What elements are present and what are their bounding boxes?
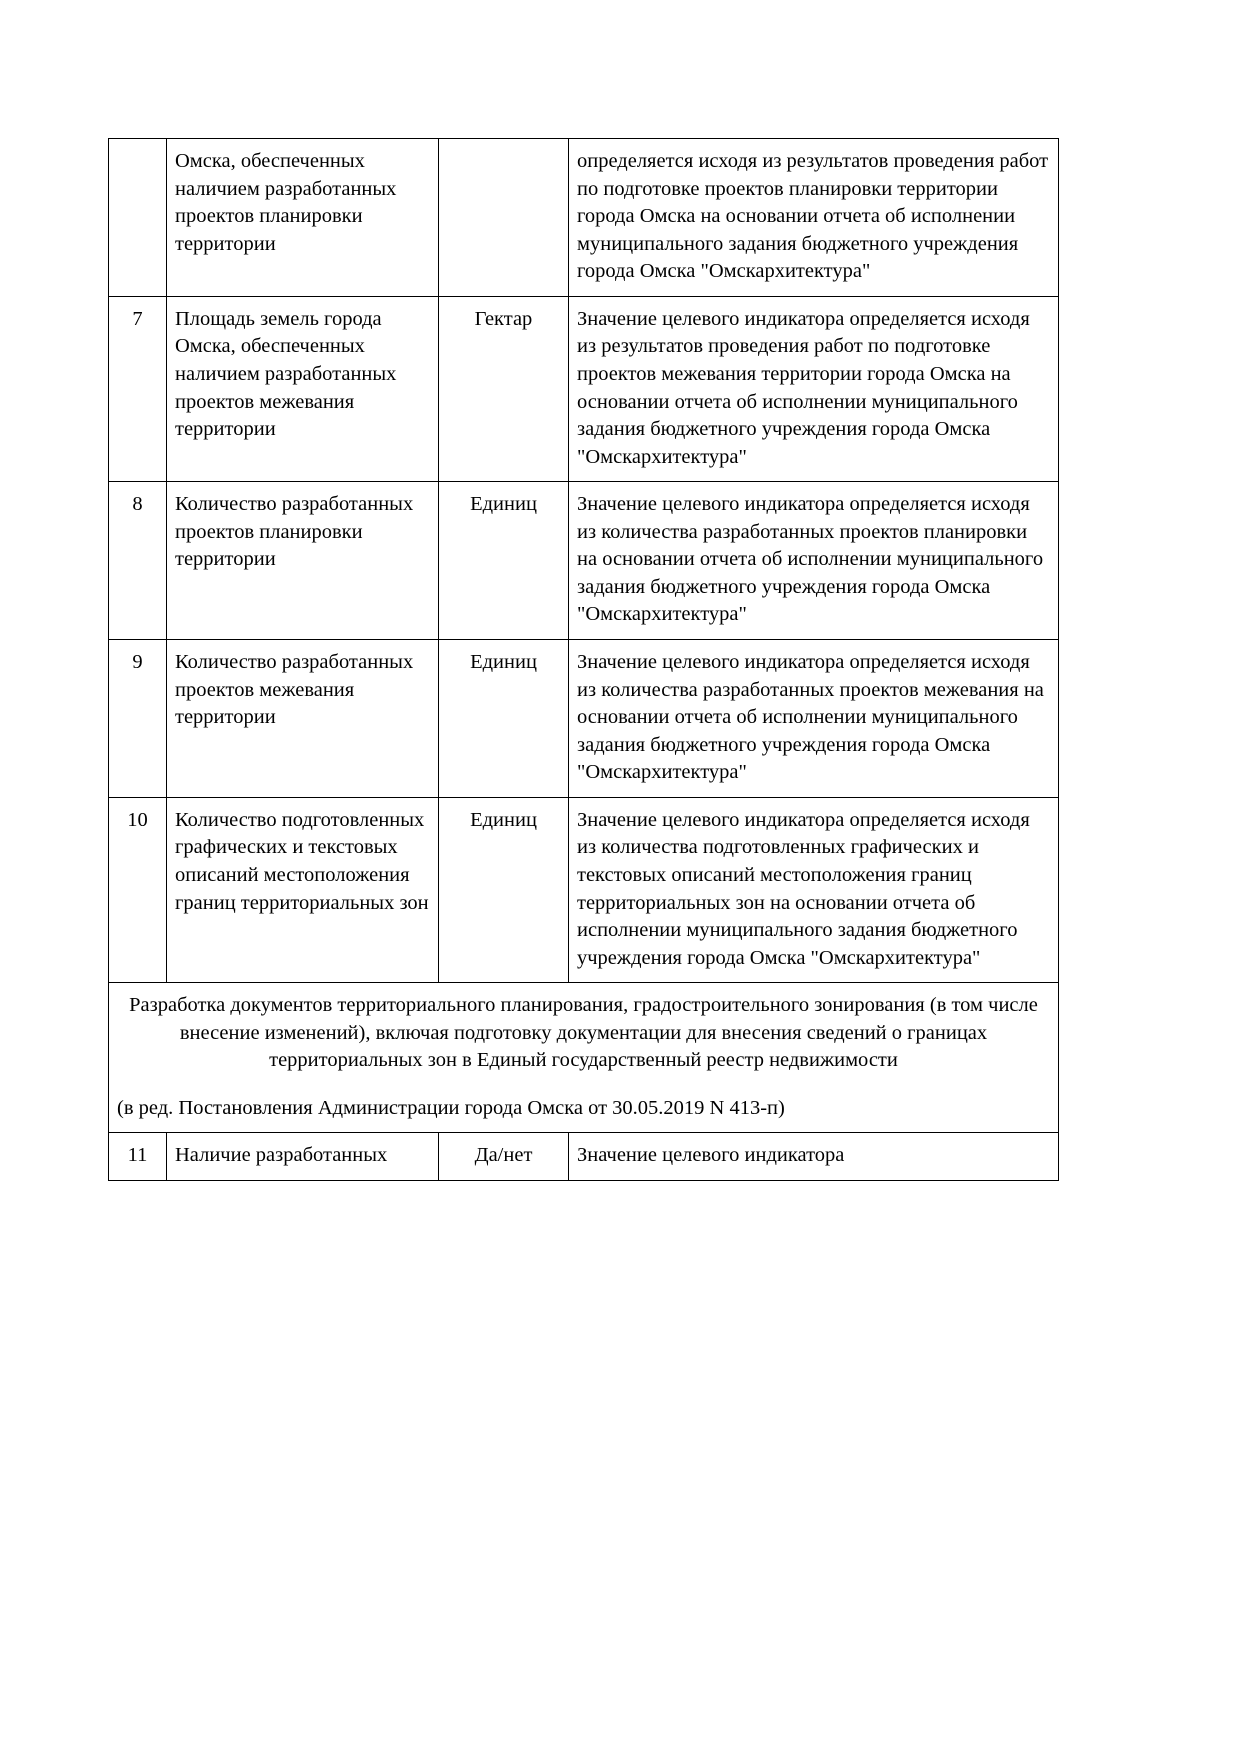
table-row (109, 139, 1059, 297)
row-method: Значение целевого индикатора определяется исходя из результатов проведения работ по подготовке проектов межевания территории города Омска на основании отчета об исполнении муниципального задания бюджетного учреждения города Омска "Омскархитектура" (577, 307, 1035, 468)
row-indicator-cell (167, 797, 439, 982)
row-number: 10 (127, 808, 148, 831)
row-unit: Единиц (470, 808, 537, 831)
row-indicator: Количество разработанных проектов планировки территории (175, 493, 419, 571)
row-number-cell (109, 797, 167, 982)
row-indicator: Площадь земель города Омска, обеспеченных наличием разработанных проектов межевания территории (175, 307, 402, 441)
table-row (109, 797, 1059, 982)
row-unit: Единиц (470, 493, 537, 516)
row-number-cell (109, 482, 167, 640)
indicators-table (108, 138, 1059, 1181)
row-method-cell (569, 139, 1059, 297)
row-unit-cell (439, 482, 569, 640)
row-method: определяется исходя из результатов проведения работ по подготовке проектов планировки территории города Омска на основании отчета об исполнении муниципального задания бюджетного учреждения города Омска "Омскархитектура" (577, 150, 1054, 283)
row-indicator-cell (167, 1133, 439, 1181)
row-method-cell (569, 482, 1059, 640)
section-title: Разработка документов территориального планирования, градостроительного зонирования (в том числе внесение изменений), включая подготовку документации для внесения сведений о границах территориальных зон в Единый государственный реестр недвижимости (129, 994, 1038, 1072)
row-unit-cell (439, 139, 569, 297)
row-indicator-cell (167, 139, 439, 297)
row-number-cell (109, 1133, 167, 1181)
table-row (109, 482, 1059, 640)
row-method-cell (569, 797, 1059, 982)
table-row (109, 640, 1059, 798)
row-number: 11 (127, 1144, 148, 1167)
row-indicator: Омска, обеспеченных наличием разработанных проектов планировки территории (175, 150, 402, 255)
section-header-row (109, 983, 1059, 1133)
row-number: 7 (132, 307, 143, 330)
row-method: Значение целевого индикатора определяется исходя из количества подготовленных графических и текстовых описаний местоположения границ территориальных зон на основании отчета об исполнении муниципального задания бюджетного учреждения города Омска "Омскархитектура" (577, 808, 1035, 969)
row-number: 8 (132, 493, 143, 516)
row-indicator-cell (167, 640, 439, 798)
row-method: Значение целевого индикатора определяется исходя из количества разработанных проектов планировки на основании отчета об исполнении муниципального задания бюджетного учреждения города Омска "Омскархитектура" (577, 493, 1049, 626)
row-method: Значение целевого индикатора определяется исходя из количества разработанных проектов межевания на основании отчета об исполнении муниципального задания бюджетного учреждения города Омска "Омскархитектура" (577, 651, 1050, 784)
row-unit: Единиц (470, 651, 537, 673)
row-unit-cell (439, 1133, 569, 1181)
row-unit-cell (439, 296, 569, 481)
row-method-cell (569, 296, 1059, 481)
row-method-cell (569, 1133, 1059, 1181)
table-row (109, 1133, 1059, 1181)
row-indicator: Количество подготовленных графических и текстовых описаний местоположения границ территориальных зон (175, 808, 430, 914)
table-row (109, 296, 1059, 481)
row-number-cell (109, 139, 167, 297)
row-indicator-cell (167, 296, 439, 481)
row-method: Значение целевого индикатора (577, 1144, 845, 1167)
row-indicator: Количество разработанных проектов межевания территории (175, 651, 419, 729)
row-indicator: Наличие разработанных (175, 1144, 388, 1167)
row-number: 9 (132, 651, 143, 673)
row-indicator-cell (167, 482, 439, 640)
row-method-cell (569, 640, 1059, 798)
row-unit-cell (439, 640, 569, 798)
row-unit: Да/нет (474, 1144, 533, 1167)
document-page (108, 138, 1058, 1181)
row-number-cell (109, 640, 167, 798)
row-unit-cell (439, 797, 569, 982)
row-number-cell (109, 296, 167, 481)
section-header-cell (109, 983, 1059, 1133)
section-amendment-note: (в ред. Постановления Администрации города Омска от 30.05.2019 N 413-п) (117, 1096, 785, 1119)
row-unit: Гектар (474, 307, 533, 330)
